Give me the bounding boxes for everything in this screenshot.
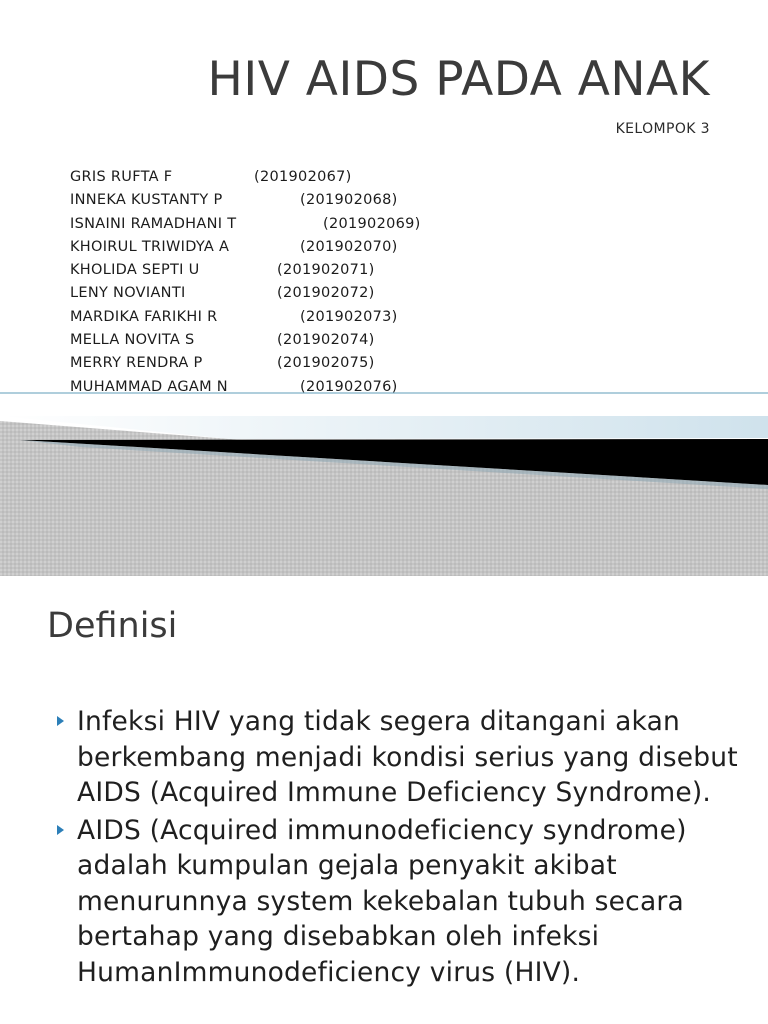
member-name: KHOLIDA SEPTI U [70, 262, 200, 279]
member-nim: (201902075) [277, 355, 375, 372]
bullet-item [55, 813, 755, 991]
member-name: MELLA NOVITA S [70, 332, 195, 349]
bullet-item [55, 704, 755, 811]
slide-subtitle: KELOMPOK 3 [615, 121, 710, 137]
bullet-list [55, 704, 755, 992]
member-nim: (201902070) [300, 238, 398, 255]
bullet-text: Infeksi HIV yang tidak segera ditangani akan berkembang menjadi kondisi serius yang disebut AIDS (Acquired Immune Deficiency Syndrome). [77, 706, 738, 808]
member-nim: (201902073) [300, 308, 398, 325]
definition-slide [0, 576, 768, 1024]
triangle-bullet-icon [57, 825, 64, 835]
slide-title: HIV AIDS PADA ANAK [207, 52, 710, 107]
member-name: ISNAINI RAMADHANI T [70, 215, 237, 232]
bullet-text: AIDS (Acquired immunodeficiency syndrome) adalah kumpulan gejala penyakit akibat menurunnya system kekebalan tubuh secara bertahap yang disebabkan oleh infeksi HumanImmunodeficiency virus (HIV). [77, 814, 687, 988]
triangle-bullet-icon [57, 716, 64, 726]
member-name: MUHAMMAD AGAM N [70, 378, 228, 395]
member-nim: (201902072) [277, 285, 375, 302]
section-heading: Definisi [47, 606, 178, 646]
member-nim: (201902074) [277, 332, 375, 349]
member-name: KHOIRUL TRIWIDYA A [70, 238, 230, 255]
member-name: MERRY RENDRA P [70, 355, 203, 372]
member-nim: (201902067) [254, 169, 352, 185]
member-nim: (201902071) [277, 262, 375, 279]
member-name: LENY NOVIANTI [70, 285, 186, 302]
member-nim: (201902076) [300, 378, 398, 395]
member-name: INNEKA KUSTANTY P [70, 192, 223, 209]
decorative-swoosh [0, 385, 768, 576]
member-nim: (201902068) [300, 192, 398, 209]
member-nim: (201902069) [323, 215, 421, 232]
member-name: GRIS RUFTA F [70, 169, 173, 185]
member-name: MARDIKA FARIKHI R [70, 308, 218, 325]
